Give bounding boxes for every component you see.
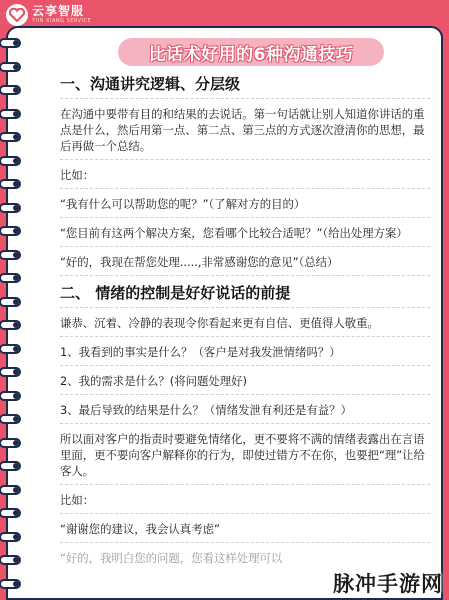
binding-hole (13, 40, 19, 46)
section1-heading: 一、沟通讲究逻辑、分层级 (60, 74, 240, 96)
binding-hole (13, 299, 19, 305)
section2-example-2: “好的，我明白您的问题，您看这样处理可以 (60, 551, 283, 565)
section2-paragraph: 所以面对客户的指责时要避免情绪化，更不要将不满的情绪表露出在言语里面，更不要向客户解释你的行为，即使过错方不在你，也要把“理”让给客人。 (60, 432, 425, 478)
section1-example-label: 比如： (60, 168, 95, 182)
binding-hole (13, 205, 19, 211)
binding-hole (13, 416, 19, 422)
binding-hole (13, 181, 19, 187)
watermark-text: 脉冲手游网 (333, 572, 443, 596)
binding-hole (13, 346, 19, 352)
title-banner (118, 38, 384, 66)
divider (60, 513, 430, 514)
binding-hole (13, 228, 19, 234)
binding-hole (13, 252, 19, 258)
notebook-rings (0, 34, 23, 594)
binding-hole (13, 393, 19, 399)
divider (60, 542, 430, 543)
divider (60, 423, 430, 424)
section2-point-3: 3、最后导致的结果是什么？（情绪发泄有利还是有益？） (60, 403, 353, 417)
binding-hole (13, 463, 19, 469)
logo-subtitle: YUN XIANG SERVICE (32, 18, 92, 24)
binding-hole (13, 581, 19, 587)
divider (60, 365, 430, 366)
binding-hole (13, 487, 19, 493)
binding-hole (13, 510, 19, 516)
divider (60, 246, 430, 247)
divider (60, 275, 430, 276)
binding-hole (13, 534, 19, 540)
divider (60, 159, 430, 160)
section2-example-1: “谢谢您的建议，我会认真考虑” (60, 522, 220, 536)
section1-example-2: “您目前有这两个解决方案，您看哪个比较合适呢？”（给出处理方案） (60, 226, 408, 240)
section2-intro: 谦恭、沉着、冷静的表现令你看起来更有自信、更值得人敬重。 (60, 316, 379, 330)
binding-hole (13, 158, 19, 164)
section2-point-2: 2、我的需求是什么？(将问题处理好) (60, 374, 247, 388)
section2-heading: 二、 情绪的控制是好好说话的前提 (60, 283, 290, 305)
page-title: 比话术好用的6种沟通技巧 (148, 44, 354, 65)
divider (60, 336, 430, 337)
binding-hole (13, 322, 19, 328)
section1-intro: 在沟通中要带有目的和结果的去说话。第一句话就让别人知道你讲话的重点是什么，然后用第一点、第二点、第三点的方式逐次澄清你的思想，最后再做一个总结。 (60, 107, 425, 153)
binding-hole (13, 134, 19, 140)
section1-example-3: “好的，我现在帮您处理.....,非常感谢您的意见”（总结） (60, 255, 339, 269)
article-body (60, 70, 430, 566)
logo-name: 云享智服 (32, 4, 85, 18)
binding-hole (13, 275, 19, 281)
divider (60, 394, 430, 395)
binding-hole (13, 557, 19, 563)
divider (60, 188, 430, 189)
brand-logo (6, 4, 91, 26)
divider (60, 217, 430, 218)
binding-hole (13, 369, 19, 375)
section2-example-label: 比如： (60, 493, 95, 507)
binding-hole (13, 111, 19, 117)
section2-point-1: 1、我看到的事实是什么？（客户是对我发泄情绪吗？） (60, 345, 341, 359)
section1-example-1: “我有什么可以帮助您的呢？”（了解对方的目的） (60, 197, 306, 211)
divider (60, 484, 430, 485)
binding-hole (13, 87, 19, 93)
heart-logo-icon (6, 4, 28, 26)
divider (60, 98, 430, 99)
divider (60, 307, 430, 308)
binding-hole (13, 64, 19, 70)
binding-hole (13, 440, 19, 446)
